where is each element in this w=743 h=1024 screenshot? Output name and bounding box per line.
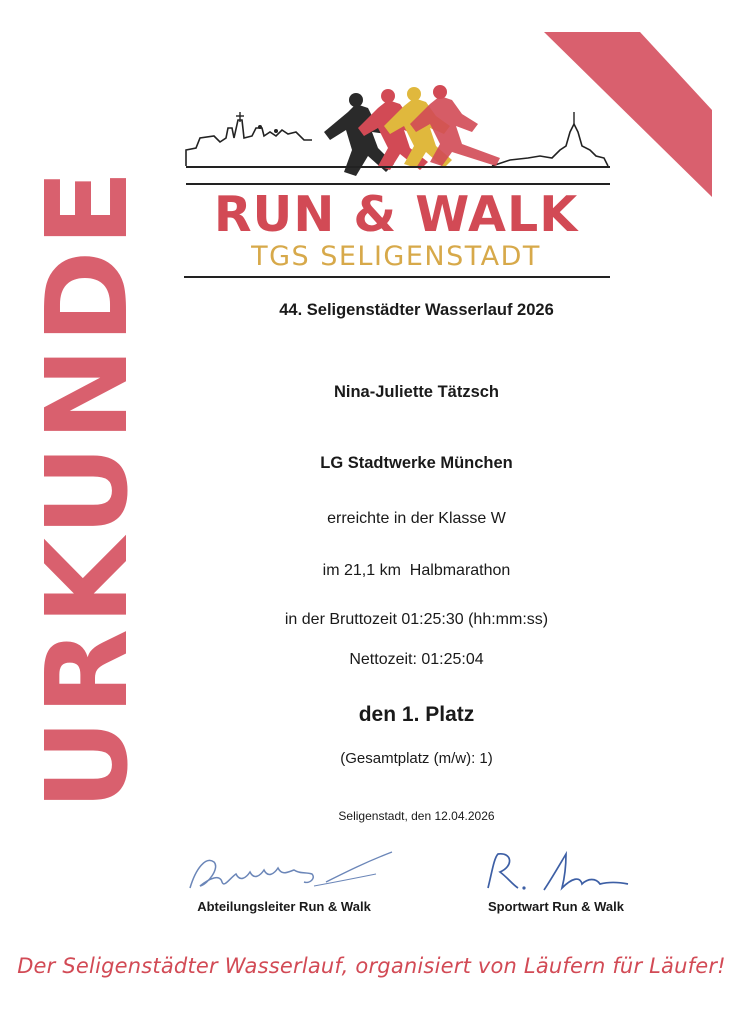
place-date: Seligenstadt, den 12.04.2026	[338, 809, 495, 823]
distance-text: im 21,1 km Halbmarathon	[322, 562, 511, 579]
overall-placement: (Gesamtplatz (m/w): 1)	[340, 750, 493, 767]
class-text: erreichte in der Klasse W	[327, 510, 506, 527]
signature-right	[478, 848, 638, 896]
runners-icon	[324, 85, 500, 176]
logo-title: RUN & WALK	[213, 186, 579, 243]
footer-slogan: Der Seligenstädter Wasserlauf, organisiert von Läufern für Läufer!	[17, 954, 726, 978]
vertical-title-container	[23, 130, 153, 845]
signature-role-left: Abteilungsleiter Run & Walk	[197, 899, 371, 914]
participant-name: Nina-Juliette Tätzsch	[333, 383, 500, 401]
vertical-title: URKUNDE	[23, 165, 153, 810]
placement: den 1. Platz	[358, 703, 475, 726]
signature-role-right: Sportwart Run & Walk	[487, 899, 625, 914]
net-time: Nettozeit: 01:25:04	[349, 651, 484, 668]
club-name: LG Stadtwerke München	[320, 454, 513, 472]
signature-left	[186, 848, 396, 896]
gross-time: in der Bruttozeit 01:25:30 (hh:mm:ss)	[284, 611, 549, 628]
event-title: 44. Seligenstädter Wasserlauf 2026	[279, 301, 554, 319]
logo-subtitle: TGS SELIGENSTADT	[251, 241, 541, 272]
